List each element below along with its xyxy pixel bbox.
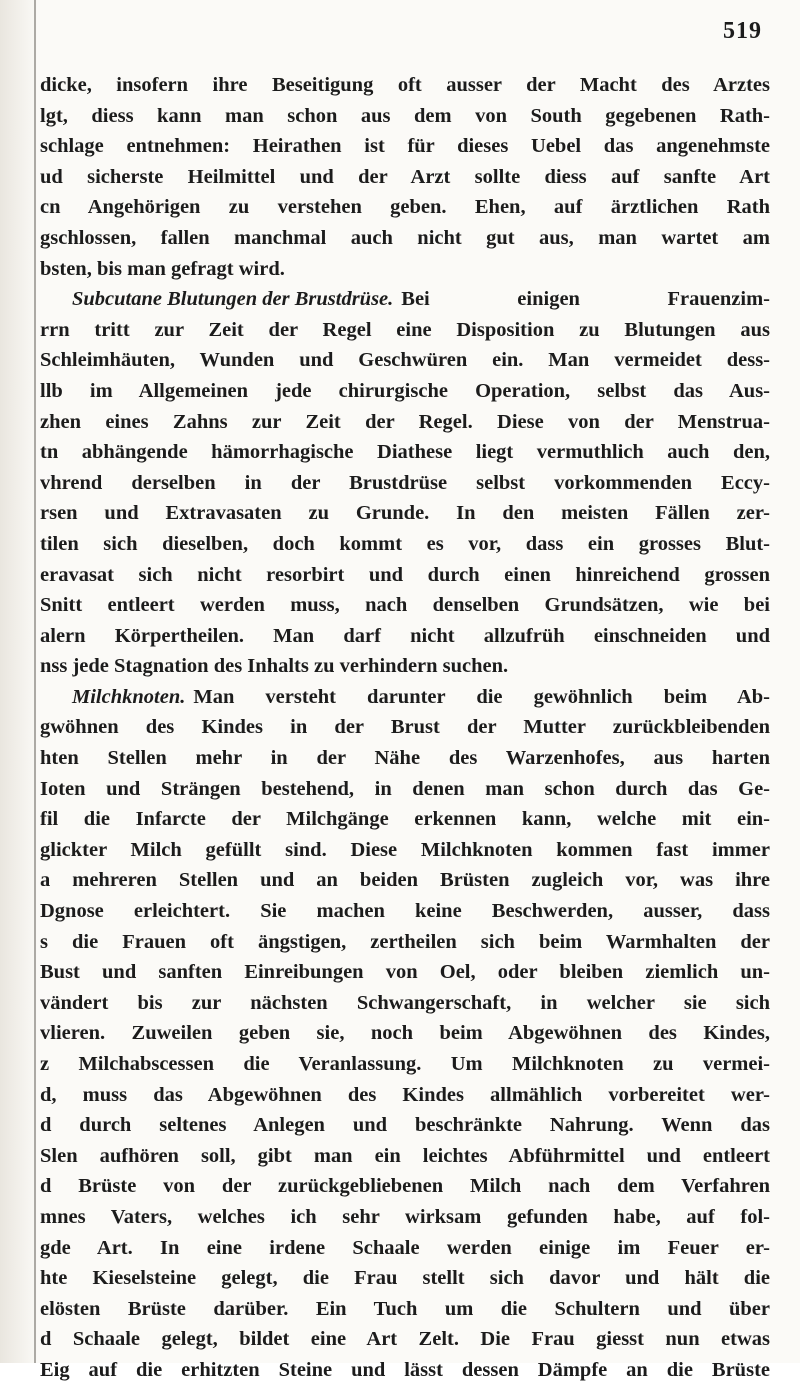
text-line-content: tn abhängende hämorrhagische Diathese liegt vermuthlich auch den, [40,441,770,464]
text-line [40,712,770,743]
text-line [40,70,770,101]
text-line-content: Dgnose erleichtert. Sie machen keine Beschwerden, ausser, dass [40,900,770,923]
text-line [40,896,770,927]
text-line [40,590,770,621]
text-line-content: llb im Allgemeinen jede chirurgische Operation, selbst das Aus- [40,379,770,402]
text-line-content: gschlossen, fallen manchmal auch nicht gut aus, man wartet am [40,226,770,249]
text-line [40,407,770,438]
section-heading: Subcutane Blutungen der Brustdrüse. [72,288,394,311]
text-line [40,743,770,774]
text-line [40,1202,770,1233]
text-line [40,774,770,805]
text-line [40,529,770,560]
binding-gutter [0,0,38,1363]
page-number: 519 [723,18,762,44]
text-line [40,621,770,652]
text-line-content: Ioten und Strängen bestehend, in denen man schon durch das Ge- [40,777,770,800]
text-line-content: Slen aufhören soll, gibt man ein leichtes Abführmittel und entleert [40,1144,770,1167]
text-line-content: rrn tritt zur Zeit der Regel eine Disposition zu Blutungen aus [40,318,770,341]
text-line [40,162,770,193]
text-line [40,1110,770,1141]
text-line-content: eravasat sich nicht resorbirt und durch einen hinreichend grossen [40,563,770,586]
text-line-content: tilen sich dieselben, doch kommt es vor, dass ein grosses Blut- [40,532,770,555]
binding-shadow-line [34,0,36,1363]
text-line [40,1018,770,1049]
text-line-content: hte Kieselsteine gelegt, die Frau stellt sich davor und hält die [40,1267,770,1290]
text-line-content: lgt, diess kann man schon aus dem von South gegebenen Rath- [40,104,770,127]
text-line [40,865,770,896]
text-line [40,957,770,988]
text-line [40,254,770,285]
text-line [40,284,770,315]
text-line-content: alern Körpertheilen. Man darf nicht allzufrüh einschneiden und [40,624,770,647]
text-line-content: nss jede Stagnation des Inhalts zu verhindern suchen. [40,655,509,678]
text-line [40,1294,770,1325]
text-line-content: glickter Milch gefüllt sind. Diese Milchknoten kommen fast immer [40,838,770,861]
body-text [40,70,770,1386]
text-line-content: gwöhnen des Kindes in der Brust der Mutter zurückbleibenden [40,716,770,739]
text-line-content: Snitt entleert werden muss, nach denselben Grundsätzen, wie bei [40,594,770,617]
text-line [40,192,770,223]
section-heading: Milchknoten. [72,685,186,708]
text-line-content: Bei einigen Frauenzim- [401,288,770,311]
text-line [40,1355,770,1386]
text-line [40,376,770,407]
text-line [40,1049,770,1080]
text-line [40,101,770,132]
text-line-content: fil die Infarcte der Milchgänge erkennen kann, welche mit ein- [40,808,770,831]
text-line-content: bsten, bis man gefragt wird. [40,257,285,280]
text-line-content: Bust und sanften Einreibungen von Oel, oder bleiben ziemlich un- [40,961,770,984]
text-line-content: cn Angehörigen zu verstehen geben. Ehen, auf ärztlichen Rath [40,196,770,219]
text-line [40,682,770,713]
text-line-content: Schleimhäuten, Wunden und Geschwüren ein. Man vermeidet dess- [40,349,770,372]
text-line [40,437,770,468]
text-line-content: gde Art. In eine irdene Schaale werden einige im Feuer er- [40,1236,770,1259]
text-line [40,1324,770,1355]
text-line [40,1171,770,1202]
text-line-content: a mehreren Stellen und an beiden Brüsten zugleich vor, was ihre [40,869,770,892]
text-line-content: rsen und Extravasaten zu Grunde. In den meisten Fällen zer- [40,502,770,525]
text-line-content: vändert bis zur nächsten Schwangerschaft, in welcher sie sich [40,991,770,1014]
text-line-content: dicke, insofern ihre Beseitigung oft ausser der Macht des Arztes [40,74,770,96]
text-line [40,315,770,346]
text-line [40,345,770,376]
text-line-content: vhrend derselben in der Brustdrüse selbst vorkommenden Eccy- [40,471,770,494]
text-line [40,131,770,162]
text-line-content: Eig auf die erhitzten Steine und lässt dessen Dämpfe an die Brüste [40,1358,770,1381]
text-line-content: mnes Vaters, welches ich sehr wirksam gefunden habe, auf fol- [40,1205,770,1228]
text-line-content: elösten Brüste darüber. Ein Tuch um die Schultern und über [40,1297,770,1320]
text-line-content: Man versteht darunter die gewöhnlich beim Ab- [193,685,770,708]
text-line [40,498,770,529]
text-line [40,223,770,254]
text-line-content: d Schaale gelegt, bildet eine Art Zelt. Die Frau giesst nun etwas [40,1328,770,1351]
text-line-content: ud sicherste Heilmittel und der Arzt sollte diess auf sanfte Art [40,165,770,188]
text-line [40,468,770,499]
text-line-content: d Brüste von der zurückgebliebenen Milch nach dem Verfahren [40,1175,770,1198]
text-line [40,804,770,835]
text-line [40,1141,770,1172]
text-line [40,927,770,958]
text-line-content: zhen eines Zahns zur Zeit der Regel. Diese von der Menstrua- [40,410,770,433]
text-line-content: vlieren. Zuweilen geben sie, noch beim Abgewöhnen des Kindes, [40,1022,770,1045]
text-line [40,1080,770,1111]
text-line [40,1233,770,1264]
text-line [40,560,770,591]
text-line-content: z Milchabscessen die Veranlassung. Um Milchknoten zu vermei- [40,1053,770,1075]
text-line-content: d, muss das Abgewöhnen des Kindes allmählich vorbereitet wer- [40,1083,770,1106]
text-line-content: s die Frauen oft ängstigen, zertheilen sich beim Warmhalten der [40,930,770,953]
text-line [40,1263,770,1294]
text-line-content: schlage entnehmen: Heirathen ist für dieses Uebel das angenehmste [40,135,770,158]
text-line [40,651,770,682]
text-line [40,988,770,1019]
text-line-content: d durch seltenes Anlegen und beschränkte Nahrung. Wenn das [40,1114,770,1137]
text-line-content: hten Stellen mehr in der Nähe des Warzenhofes, aus harten [40,747,770,770]
text-line [40,835,770,866]
